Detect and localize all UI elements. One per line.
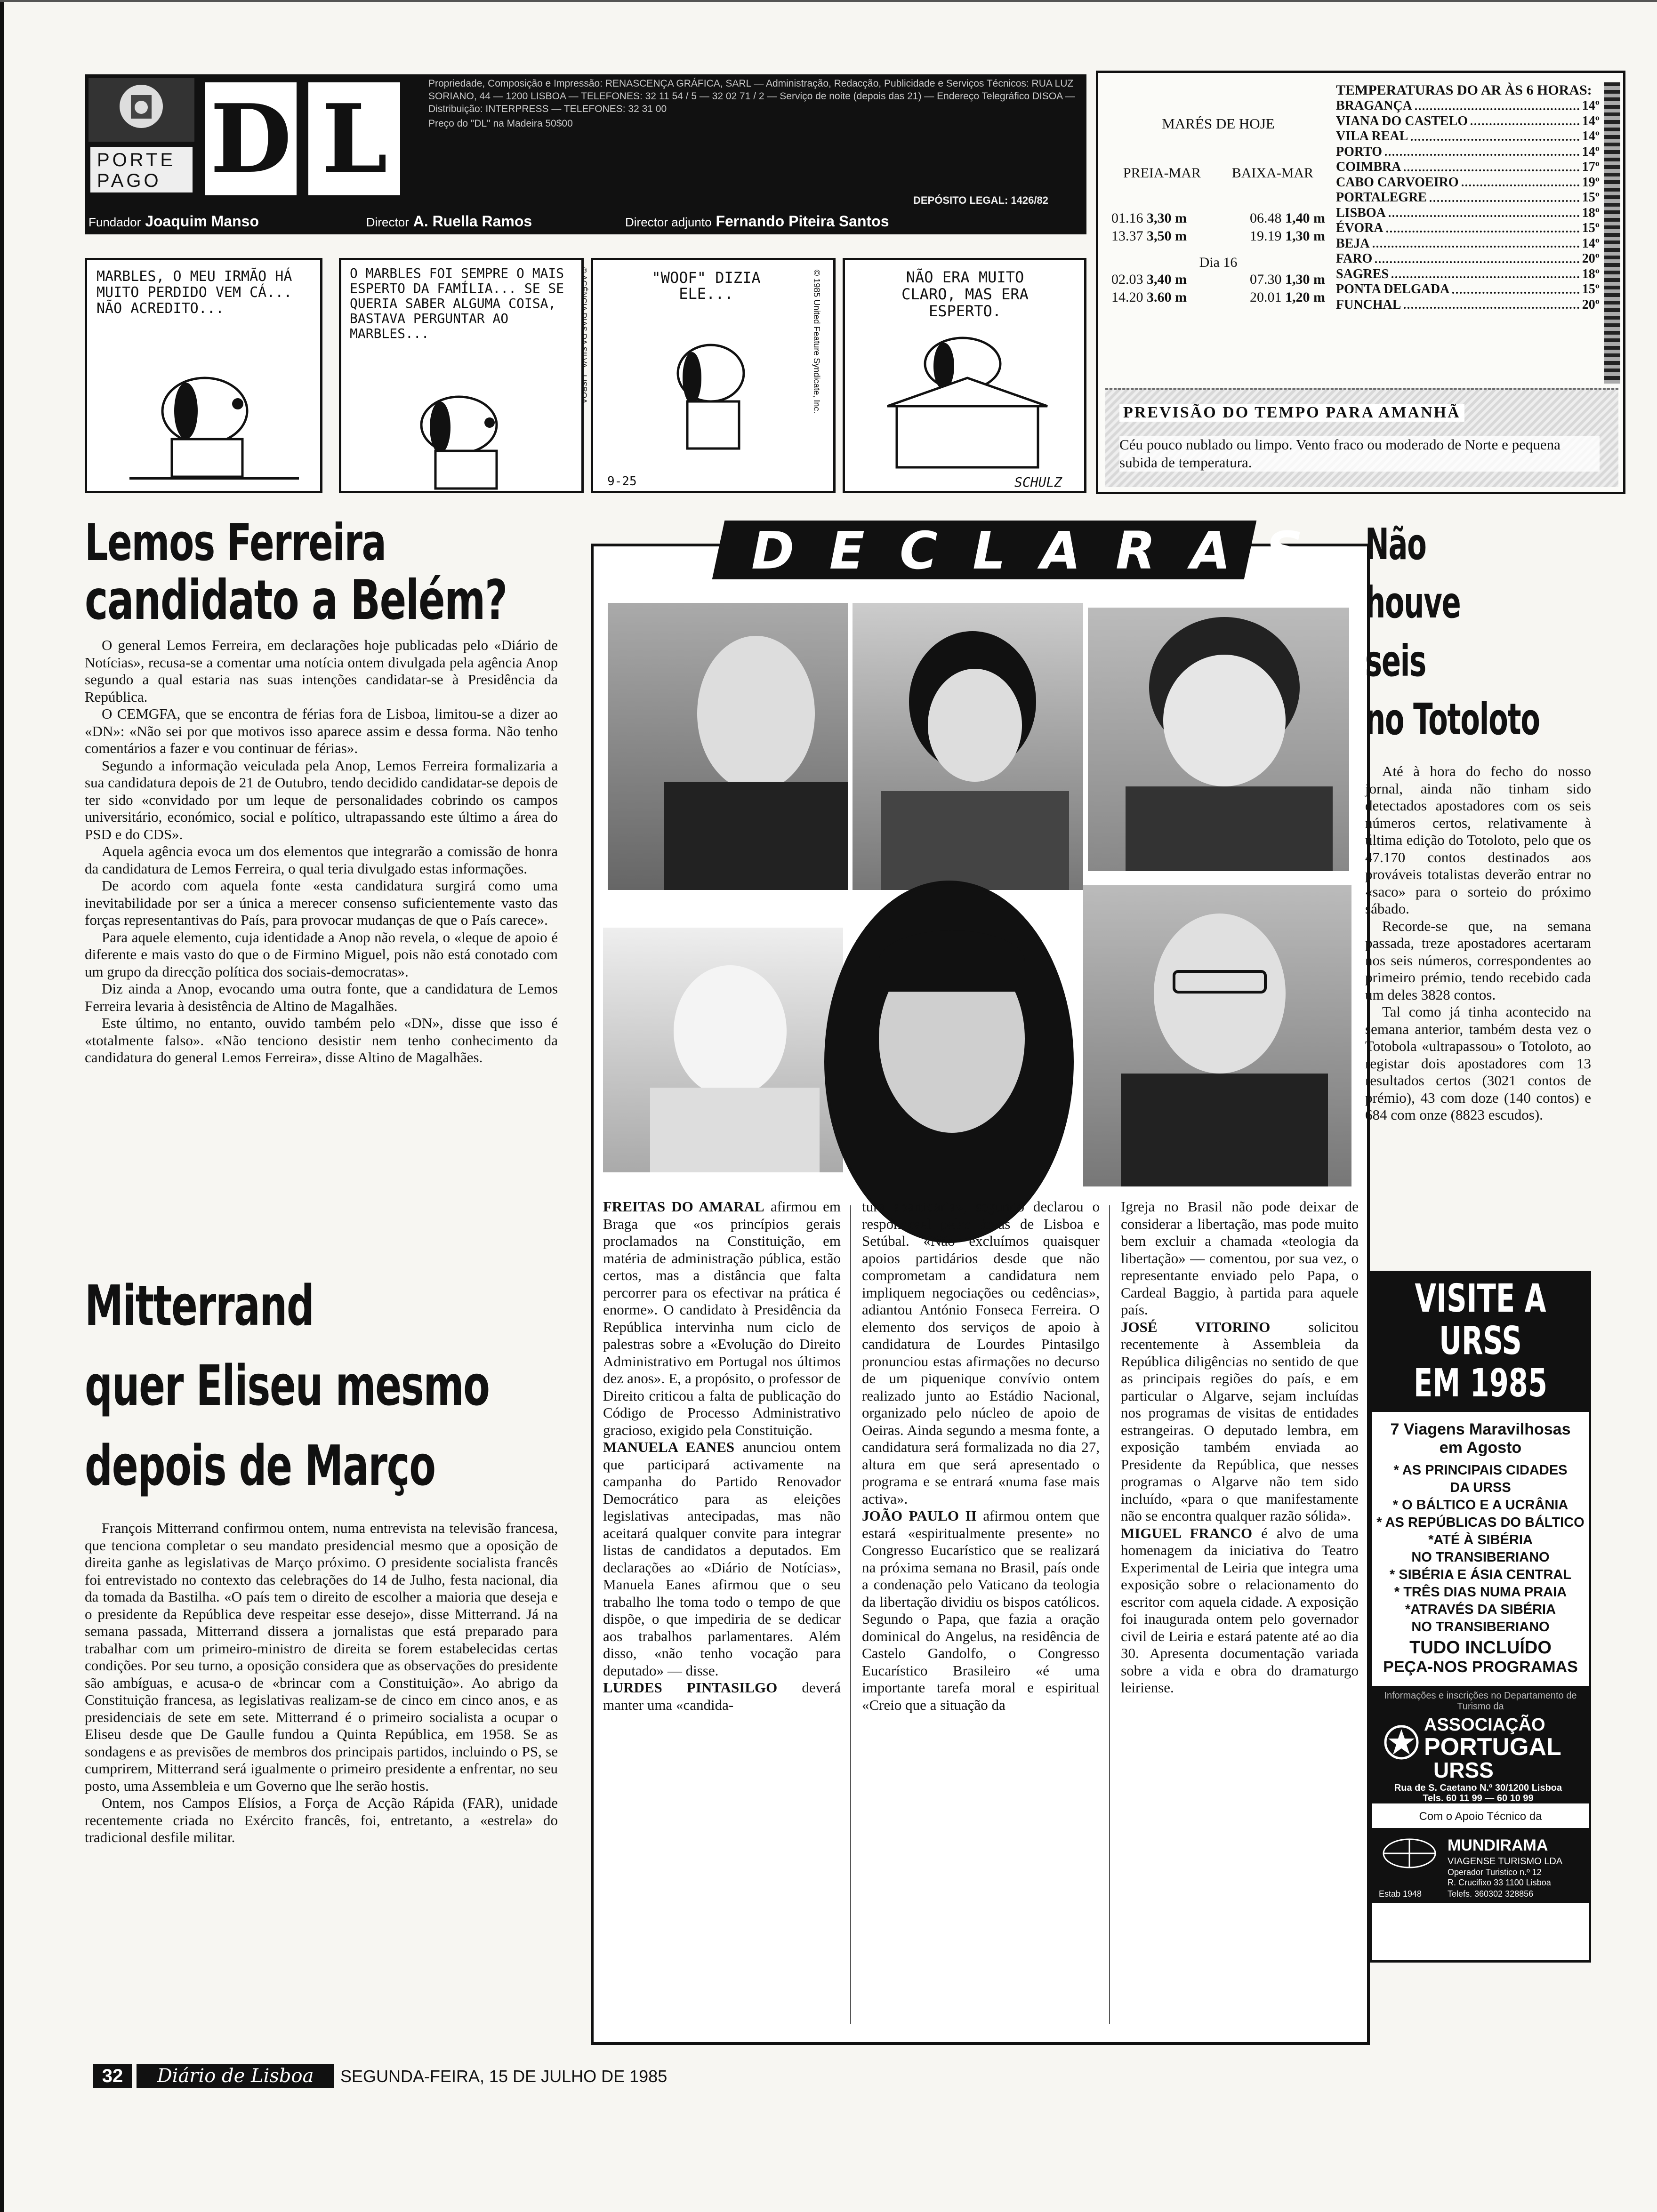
owner-info-text: Propriedade, Composição e Impressão: RENASCENÇA GRÁFICA, SARL — Administração, Redacção, Publicidade e Serviços Técnicos: RUA LUZ SORIANO, 44 — 1200 LISBOA — TELEFONES: 32 11 54 / 5 — 32 02 71 / 2 — Serviço de noite (depois das 21) — Endereço Telegráfico DISOA — Distribuição: INTERPRESS — TELEFONES: 32 31 00 [428, 78, 1075, 114]
temp-value: 14º [1582, 113, 1600, 128]
temp-row [1336, 251, 1600, 267]
porte-pago-box [88, 145, 194, 194]
column-rule-1 [850, 1205, 851, 2024]
mundirama-logo-icon [1379, 1835, 1440, 1872]
temp-city: PORTO [1336, 144, 1383, 159]
totoloto-headline-line: houve [1365, 577, 1461, 628]
urss-item: *ATÉ À SIBÉRIA [1428, 1532, 1533, 1547]
snoopy-thinking-icon [379, 383, 548, 491]
snoopy-doghouse-icon [854, 321, 1080, 472]
temp-row [1336, 206, 1600, 221]
mundirama-name: MUNDIRAMA [1448, 1836, 1548, 1854]
temp-row [1336, 129, 1600, 144]
urss-item: NO TRANSIBERIANO [1411, 1549, 1550, 1565]
photo-miguel-franco [1083, 885, 1351, 1186]
urss-banner-2: EM 1985 [1414, 1361, 1547, 1406]
temp-row [1336, 267, 1600, 282]
declaras-name: JOÃO PAULO II [862, 1507, 977, 1524]
coat-of-arms-icon [88, 78, 194, 142]
issue-date: SEGUNDA-FEIRA, 15 DE JULHO DE 1985 [340, 2067, 668, 2086]
tide-time: 06.48 [1250, 210, 1285, 226]
tide-time: 01.16 [1111, 210, 1147, 226]
temp-value: 18º [1582, 205, 1600, 220]
temp-row [1336, 160, 1600, 175]
top-rule [0, 0, 1657, 2]
tide-baixa [1250, 227, 1325, 245]
temp-city: BRAGANÇA [1336, 98, 1412, 113]
totoloto-body [1365, 763, 1591, 1124]
fundador-label: Fundador [88, 215, 141, 229]
declaras-text: tura apartidária», segundo declarou o responsável pelas áreas de Lisboa e Setúbal. «Não excluímos quaisquer apoios partidários desde que não comprometam a candidatura nem impliquem negociações ou cedências», adiantou António Fonseca Ferreira. O elemento dos serviços de apoio à candidatura de Lourdes Pintasilgo pronunciou estas afirmações no decurso de um piquenique convívio ontem realizado junto ao Estádio Nacional, organizado pelo núcleo de apoio de Oeiras. Ainda segundo a mesma fonte, a candidatura será formalizada no dia 27, altura em que será apresentado o programa e se entrará «numa fase mais activa». [862, 1198, 1100, 1507]
temp-value: 15º [1582, 221, 1600, 235]
tide-height: 1,30 m [1285, 228, 1325, 244]
mundirama-address: R. Crucifixo 33 1100 Lisboa [1448, 1877, 1551, 1887]
temp-row [1336, 114, 1600, 129]
masthead [85, 74, 1086, 234]
urss-sub-2: em Agosto [1439, 1438, 1522, 1457]
comic-date-code: 9-25 [607, 474, 637, 489]
declaras-text: solicitou recentemente à Assembleia da República diligências no sentido de que as principais regiões do país, e em particular o Algarve, sejam incluídas nos programas de visitas de entidades estrangeiras. O deputado lembra, em exposição também enviada ao Presidente da República, que nesses programas o Algarve não tem sido incluído, «para o que manifestamente não se encontra qualquer razão sólida». [1121, 1318, 1359, 1524]
declaras-text: afirmou ontem que estará «espiritualmente presente» no Congresso Eucarístico que se realizará na próxima semana no Brasil, país onde a condenação pelo Vaticano da teologia da libertação dividiu os bispos católicos. Segundo o Papa, que fazia a oração dominical do Angelus, na residência de Castelo Gandolfo, o Congresso Eucarístico Brasileiro «é uma importante tarefa moral e espiritual «Creio que a situação da [862, 1507, 1100, 1713]
photo-manuela-eanes [853, 603, 1083, 890]
lemos-paragraph: Aquela agência evoca um dos elementos que integrarão a comissão de honra da candidatura de Lemos Ferreira, o qual teria divulgado estas informações. [85, 843, 558, 877]
tide-height: 3,40 m [1147, 272, 1187, 287]
tide-preia [1111, 209, 1187, 227]
temp-city: FARO [1336, 251, 1373, 266]
urss-pecam: PEÇA-NOS PROGRAMAS [1383, 1658, 1578, 1676]
temp-value: 14º [1582, 144, 1600, 159]
tide-baixa [1250, 271, 1325, 289]
mundirama-tels: Telefs. 360302 328856 [1448, 1889, 1534, 1899]
temp-value: 20º [1582, 297, 1600, 312]
tide-preia [1111, 227, 1187, 245]
temp-dots [1385, 144, 1579, 156]
lemos-article [85, 515, 558, 1250]
photo-joao-paulo-ii [603, 928, 843, 1172]
tide-baixa [1250, 289, 1325, 306]
temp-dots [1430, 190, 1579, 202]
mitterrand-body [85, 1520, 558, 1846]
declaras-name: FREITAS DO AMARAL [603, 1198, 764, 1215]
forecast-panel [1105, 388, 1618, 487]
tides-day16: Dia 16 [1199, 255, 1238, 270]
urss-item: * O BÁLTICO E A UCRÂNIA [1392, 1497, 1569, 1513]
comic-panel-1 [85, 258, 322, 493]
comic-copyright: © 1985 United Feature Syndicate, Inc. [812, 270, 821, 414]
temp-city: VIANA DO CASTELO [1336, 113, 1468, 128]
left-margin-rule [0, 0, 4, 2212]
urss-item: * SIBÉRIA E ÁSIA CENTRAL [1389, 1567, 1572, 1582]
declaras-entry [603, 1198, 841, 1439]
declaras-name: JOSÉ VITORINO [1121, 1318, 1271, 1335]
deposito-legal [913, 194, 1048, 207]
urss-apoio: Com o Apoio Técnico da [1419, 1810, 1542, 1823]
assoc-3: URSS [1433, 1757, 1494, 1782]
declaras-text: deverá manter uma «candida- [603, 1679, 841, 1713]
forecast-text: Céu pouco nublado ou limpo. Vento fraco ou moderado de Norte e pequena subida de temperatura. [1119, 436, 1600, 472]
temp-dots [1404, 297, 1579, 309]
temp-value: 20º [1582, 251, 1600, 266]
page-footer [93, 2064, 799, 2092]
comic-bubble-1: MARBLES, O MEU IRMÃO HÁ MUITO PERDIDO VEM CÁ... NÃO ACREDITO... [97, 268, 292, 317]
tides-col-baixa: BAIXA-MAR [1231, 165, 1314, 181]
paper-name [137, 2064, 334, 2088]
comic-panel-3 [591, 258, 836, 493]
totoloto-paragraph: Até à hora do fecho do nosso jornal, ainda não tinham sido detectados apostadores com os seis números certos, relativamente à última edição do Totoloto, pelo que os 47.170 contos destinados aos prováveis totalistas deverão entrar no «saco» para o sorteio do próximo sábado. [1365, 763, 1591, 917]
urss-banner [1372, 1273, 1589, 1412]
deposito-text: DEPÓSITO LEGAL: 1426/82 [913, 194, 1048, 206]
tide-height: 3,50 m [1147, 228, 1187, 244]
declaras-column-1 [603, 1198, 841, 2036]
totoloto-article [1365, 515, 1591, 1268]
temp-dots [1375, 251, 1579, 263]
temp-city: SAGRES [1336, 266, 1389, 281]
tides-16-rows [1108, 271, 1329, 306]
lemos-paragraph: O general Lemos Ferreira, em declarações hoje publicadas pelo «Diário de Notícias», recusa-se a comentar uma notícia ontem divulgada pela agência Anop segundo a qual estaria nas suas intenções candidatar-se à Presidência da República. [85, 637, 558, 705]
tide-preia [1111, 271, 1187, 289]
urss-sub-1: 7 Viagens Maravilhosas [1390, 1420, 1571, 1438]
declaras-entry [1121, 1319, 1359, 1525]
comic-bubble-4: NÃO ERA MUITO CLARO, MAS ERA ESPERTO. [901, 268, 1029, 320]
temp-row [1336, 175, 1600, 191]
temp-row [1336, 98, 1600, 114]
comic-signature: SCHULZ [1014, 474, 1062, 490]
temp-value: 14º [1582, 236, 1600, 251]
page-number-text: 32 [102, 2066, 123, 2086]
temp-dots [1386, 221, 1579, 232]
temp-city: VILA REAL [1336, 129, 1408, 144]
declaras-text: afirmou em Braga que «os princípios gerais proclamados na Constituição, em matéria de administração pública, estão certos, mas a distância que falta percorrer para os efectivar na prática é enorme». O candidato à Presidência da República intervinha num ciclo de palestras sobre a «Evolução do Direito Administrativo em Portugal nos últimos dez anos». E, a propósito, o professor de Direito criticou a falta de publicação do Código de Processo Administrativo gracioso, exigido pela Constituição. [603, 1198, 841, 1438]
temp-value: 15º [1582, 282, 1600, 297]
tide-height: 1,20 m [1285, 289, 1325, 305]
lemos-body [85, 637, 558, 1066]
mitterrand-headline-2: quer Eliseu mesmo [85, 1353, 490, 1418]
mitterrand-paragraph: Ontem, nos Campos Elísios, a Força de Acção Rápida (FAR), unidade recentemente criada no Exército francês, foi, entretanto, a «estrela» do tradicional desfile militar. [85, 1795, 558, 1846]
totoloto-headline-line: seis [1365, 636, 1426, 686]
declaras-entry [603, 1679, 841, 1714]
mundirama-block [1372, 1828, 1589, 1903]
tides-today-rows [1108, 209, 1329, 245]
forecast-title: PREVISÃO DO TEMPO PARA AMANHÃ [1119, 404, 1464, 422]
adjunto-label: Director adjunto [625, 215, 712, 229]
tide-time: 19.19 [1250, 228, 1285, 244]
logo-l [306, 80, 402, 198]
urss-item: * TRÊS DIAS NUMA PRAIA [1394, 1584, 1567, 1600]
declaras-column-3 [1121, 1198, 1359, 2036]
temp-dots [1452, 282, 1579, 294]
column-rule-2 [1109, 1205, 1110, 2024]
lemos-paragraph: O CEMGFA, que se encontra de férias fora de Lisboa, limitou-se a dizer ao «DN»: «Não sei por que motivos isso aparece assim e dessa forma. Não tenho comentários a fazer e vou continuar de férias». [85, 705, 558, 757]
svg-text:L: L [321, 84, 388, 194]
declaras-entry [862, 1198, 1100, 1507]
temp-dots [1389, 206, 1579, 217]
urss-item: DA URSS [1450, 1480, 1511, 1495]
urss-banner-1: VISITE A URSS [1415, 1276, 1546, 1364]
fundador-name: Joaquim Manso [145, 213, 259, 230]
tides-title: MARÉS DE HOJE [1162, 115, 1275, 132]
weather-box [1096, 71, 1625, 494]
temp-dots [1462, 175, 1579, 187]
logo-d [202, 80, 299, 198]
tide-row [1108, 227, 1329, 245]
comic-panel-4 [843, 258, 1086, 493]
declaras-entry [603, 1439, 841, 1679]
tide-height: 3.60 m [1147, 289, 1187, 305]
assoc-1: ASSOCIAÇÃO [1424, 1715, 1545, 1735]
declaras-text: Igreja no Brasil não pode deixar de considerar a libertação, mas pode muito bem excluir a chamada «teologia da libertação» — comentou, por sua vez, o representante enviado pelo Papa, o Cardeal Baggio, à partida para aquele país. [1121, 1198, 1359, 1318]
comic-side-credit: © AGÊNCIA DIAS DA SILVA · LISBOA [579, 267, 588, 404]
tide-time: 13.37 [1111, 228, 1147, 244]
urss-item: *ATRAVÉS DA SIBÉRIA [1405, 1602, 1556, 1617]
urss-item: * AS REPÚBLICAS DO BÁLTICO [1376, 1515, 1585, 1530]
assoc-address: Rua de S. Caetano N.º 30/1200 Lisboa [1394, 1782, 1562, 1793]
tide-height: 1,30 m [1285, 272, 1325, 287]
temp-value: 17º [1582, 160, 1600, 174]
declaras-entry [1121, 1198, 1359, 1319]
assoc-info: Informações e inscrições no Departamento de Turismo da [1384, 1690, 1577, 1712]
temp-dots [1404, 160, 1579, 171]
declaras-name: MANUELA EANES [603, 1439, 735, 1455]
tides-col-preia: PREIA-MAR [1123, 165, 1201, 181]
totoloto-headline [1365, 515, 1591, 749]
mundirama-sub: VIAGENSE TURISMO LDA [1448, 1856, 1563, 1867]
tide-time: 02.03 [1111, 272, 1147, 287]
temp-value: 15º [1582, 190, 1600, 205]
photo-freitas-do-amaral [608, 603, 848, 890]
temp-city: PONTA DELGADA [1336, 282, 1450, 297]
temp-row [1336, 236, 1600, 252]
temp-city: COIMBRA [1336, 160, 1401, 174]
declaras-column-2 [862, 1198, 1100, 2036]
tide-preia [1111, 289, 1187, 306]
mitterrand-headline-1: Mitterrand [85, 1273, 314, 1338]
urss-item: * AS PRINCIPAIS CIDADES [1393, 1462, 1568, 1478]
temp-city: ÉVORA [1336, 221, 1384, 235]
declaras-name: MIGUEL FRANCO [1121, 1524, 1253, 1541]
temp-dots [1471, 114, 1579, 126]
temp-value: 14º [1582, 129, 1600, 144]
temp-city: FUNCHAL [1336, 297, 1401, 312]
temp-city: BEJA [1336, 236, 1370, 251]
mitterrand-article [85, 1275, 558, 2019]
totoloto-headline-line: Não [1365, 519, 1426, 569]
temp-dots [1415, 98, 1579, 110]
urss-tudo: TUDO INCLUÍDO [1409, 1637, 1552, 1658]
temp-city: CABO CARVOEIRO [1336, 175, 1459, 190]
lemos-paragraph: Este último, no entanto, ouvido também pelo «DN», disse que isso é «totalmente falso». «Não tenciono desistir nem tenho conhecimento da candidatura do general Lemos Ferreira», disse Altino de Magalhães. [85, 1015, 558, 1066]
declaras-text: é alvo de uma homenagem da iniciativa do Teatro Experimental de Leiria que integra uma exposição sobre o relacionamento do escritor com aquela cidade. A exposição foi inaugurada ontem pelo governador civil de Leiria e estará patente até ao dia 30. Apresenta documentação variada sobre a vida e obra do dramaturgo leiriense. [1121, 1524, 1359, 1696]
declaras-entry [1121, 1525, 1359, 1697]
mitterrand-headline-3: depois de Março [85, 1433, 435, 1498]
temps-rows [1336, 98, 1600, 313]
mundirama-estab: Estab 1948 [1379, 1889, 1422, 1899]
declaras-text: anunciou ontem que participará activamente na campanha do Partido Renovador Democrático para as eleições legislativas antecipadas, mas não aceitará qualquer convite para integrar listas de candidatos a deputados. Em declarações ao «Diário de Notícias», Manuela Eanes afirmou que o seu trabalho lhe toma todo o tempo de que dispõe, o que impediria de se dedicar aos trabalhos parlamentares. Além disso, «não tenho vocação para deputado» — disse. [603, 1439, 841, 1679]
tide-height: 3,30 m [1147, 210, 1187, 226]
urss-ad [1370, 1271, 1591, 1963]
tide-row [1108, 209, 1329, 227]
paper-name-text: Diário de Lisboa [157, 2065, 314, 2087]
tide-time: 20.01 [1250, 289, 1285, 305]
temp-value: 14º [1582, 98, 1600, 113]
temp-dots [1392, 267, 1579, 279]
totoloto-paragraph: Recorde-se que, na semana passada, treze apostadores acertaram nos seis números, correspondentes ao primeiro prémio, tendo recebido cada um deles 3828 contos. [1365, 917, 1591, 1003]
temps-title: TEMPERATURAS DO AR ÀS 6 HORAS: [1336, 82, 1592, 98]
scale-bar [1604, 82, 1620, 384]
snoopy-howling-icon [635, 326, 796, 481]
star-emblem-icon [1383, 1723, 1420, 1761]
lemos-headline-2: candidato a Belém? [85, 568, 507, 632]
lemos-paragraph: Para aquele elemento, cuja identidade a Anop não revela, o «leque de apoio é diferente e mais vasto do que o de Firmino Miguel, pois não está conotado com um grupo da direcção política dos sociais-democratas». [85, 929, 558, 980]
adjunto-name: Fernando Piteira Santos [716, 213, 889, 230]
declaras-entry [862, 1507, 1100, 1714]
urss-items [1372, 1462, 1589, 1636]
declaras-name: LURDES PINTASILGO [603, 1679, 778, 1696]
mitterrand-paragraph: François Mitterrand confirmou ontem, numa entrevista na televisão francesa, que tenciona completar o seu mandato presidencial mesmo que a oposição de direita ganhe as legislativas de Março próximo. O presidente socialista francês foi entrevistado no contexto das celebrações do 14 de Julho, festa nacional, dia da tomada da Bastilha. «O país tem o direito de escolher a maioria que deseja e o presidente da República deve respeitar esse desejo», disse Mitterrand. Já na semana passada, Mitterrand dissera a jornalistas que está preparado para trabalhar com um primeiro-ministro de direita se forem estabelecidas certas condições. Por seu turno, a oposição considera que as observações do presidente são ambíguas, e acusa-o de «brincar com a Constituição». Ao abrigo da Constituição francesa, as legislativas realizam-se de cinco em cinco anos, e as presidenciais de sete em sete. Mitterrand é o primeiro socialista a ocupar o Eliseu desde que De Gaulle fundou a Quinta República, em 1958. Se as sondagens e as previsões de membros dos principais partidos, incluindo o PS, se cumprirem, Mitterrand será igualmente o primeiro presidente a enfrentar, no seu posto, uma Assembleia e um Governo que lhe serão hostis. [85, 1520, 558, 1794]
assoc-2: PORTUGAL [1424, 1733, 1561, 1761]
temp-value: 18º [1582, 266, 1600, 281]
lemos-paragraph: Diz ainda a Anop, evocando uma outra fonte, que a candidatura de Lemos Ferreira levaria à desistência de Altino de Magalhães. [85, 980, 558, 1014]
temps-panel [1336, 82, 1600, 384]
tide-row [1108, 271, 1329, 289]
lemos-headline-1: Lemos Ferreira [85, 513, 386, 572]
tide-time: 07.30 [1250, 272, 1285, 287]
temp-dots [1411, 129, 1579, 141]
director-name: A. Ruella Ramos [413, 213, 532, 230]
temp-city: PORTALEGRE [1336, 190, 1427, 205]
svg-text:D E C L A R A S: D E C L A R A S [751, 521, 1311, 581]
page-number [93, 2064, 132, 2088]
photo-jose-vitorino [824, 881, 1074, 1243]
tide-height: 1,40 m [1285, 210, 1325, 226]
tide-baixa [1250, 209, 1325, 227]
porte-pago-text: PORTE PAGO [97, 150, 176, 191]
temp-value: 19º [1582, 175, 1600, 190]
preco-text: Preço do "DL" na Madeira 50$00 [428, 118, 573, 129]
totoloto-paragraph: Tal como já tinha acontecido na semana anterior, também desta vez o Totobola «ultrapassou» o Totoloto, ao registar dois apostadores com 13 resultados certos (3021 contos de prémio), 43 com doze (140 contos) e 684 com onze (8823 escudos). [1365, 1003, 1591, 1123]
assoc-block [1372, 1686, 1589, 1803]
temp-dots [1373, 236, 1579, 248]
comic-bubble-2: O MARBLES FOI SEMPRE O MAIS ESPERTO DA FAMÍLIA... SE SE QUERIA SABER ALGUMA COISA, BASTAVA PERGUNTAR AO MARBLES... [350, 265, 564, 341]
temp-row [1336, 144, 1600, 160]
tide-time: 14.20 [1111, 289, 1147, 305]
comic-panel-2 [339, 258, 584, 493]
tide-row [1108, 289, 1329, 306]
totoloto-headline-line: no Totoloto [1365, 694, 1540, 745]
svg-text:D: D [210, 84, 292, 194]
temp-city: LISBOA [1336, 205, 1386, 220]
assoc-tels: Tels. 60 11 99 — 60 10 99 [1423, 1793, 1534, 1803]
mundirama-operator: Operador Turistico n.º 12 [1448, 1867, 1542, 1877]
tides-panel [1108, 115, 1329, 379]
urss-item: NO TRANSIBERIANO [1411, 1619, 1550, 1635]
lemos-paragraph: De acordo com aquela fonte «esta candidatura surgirá como uma inevitabilidade por ser a única a merecer consenso suficientemente vasto das forças representantivas do País, para provocar mudanças de que o País carece». [85, 877, 558, 929]
lemos-paragraph: Segundo a informação veiculada pela Anop, Lemos Ferreira formalizaria a sua candidatura depois de 21 de Outubro, tendo decidido candidatar-se depois de ter sido «convidado por um leque de personalidades cobrindo os campos universitário, económico, social e político, ultrapassando este último a área do PSD e do CDS». [85, 757, 558, 842]
declaras-box [591, 521, 1370, 2045]
declaras-banner [712, 521, 1311, 581]
photo-lurdes-pintasilgo [1088, 608, 1349, 871]
director-label: Director [366, 215, 409, 229]
temp-row [1336, 297, 1600, 313]
comic-strip [85, 258, 1086, 493]
comic-bubble-3: "WOOF" DIZIA ELE... [652, 269, 761, 303]
temp-row [1336, 190, 1600, 206]
temp-row [1336, 282, 1600, 297]
snoopy-icon [115, 340, 304, 491]
temp-row [1336, 221, 1600, 236]
masthead-names [88, 211, 1082, 232]
masthead-info [428, 77, 1083, 190]
